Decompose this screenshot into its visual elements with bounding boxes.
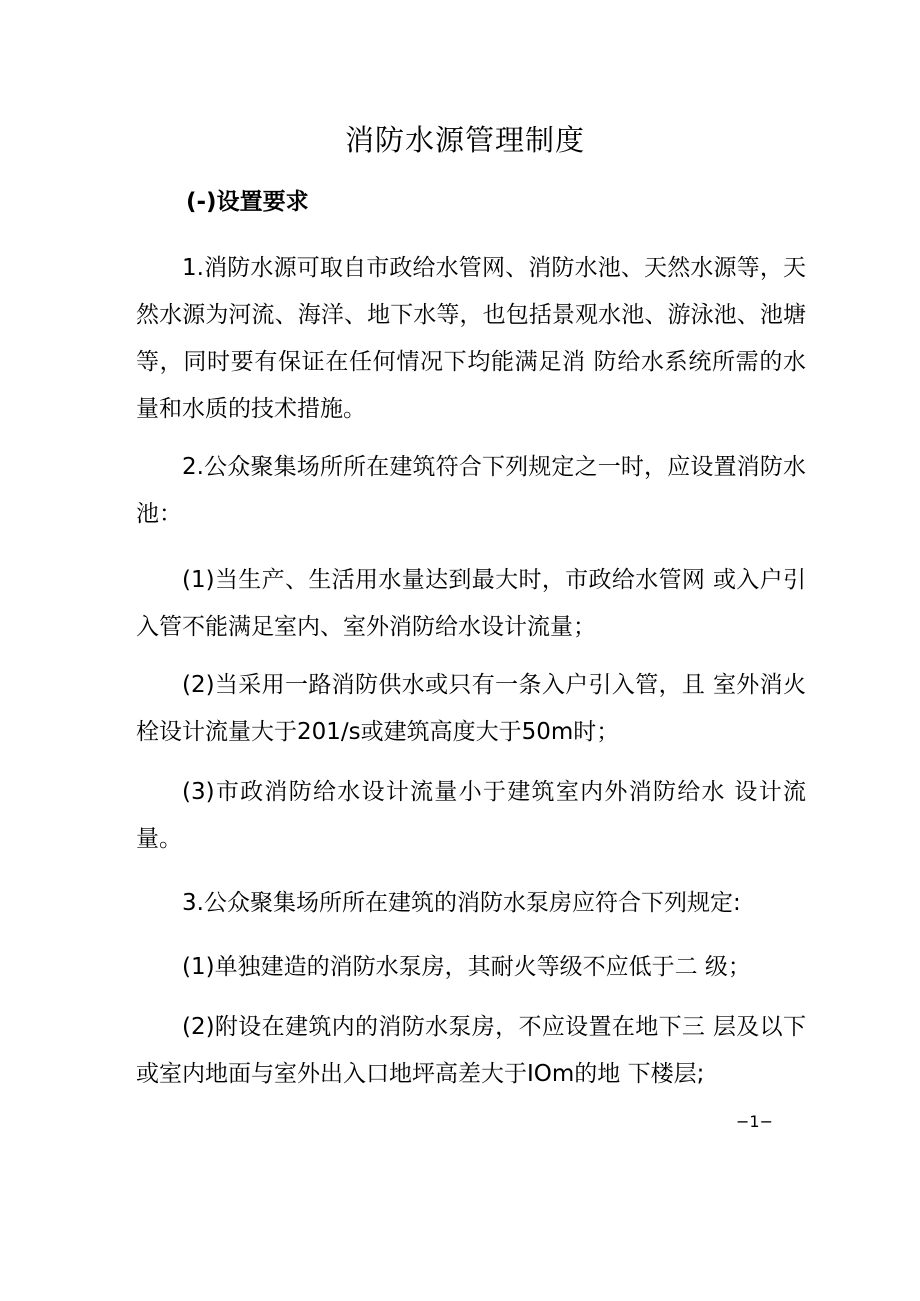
- paragraph-2: 2.公众聚集场所所在建筑符合下列规定之一时，应设置消防水池：: [136, 454, 806, 527]
- paragraph-7: (1)单独建造的消防水泵房，其耐火等级不应低于二 级；: [182, 954, 751, 980]
- document-title: 消防水源管理制度: [344, 123, 585, 157]
- section-heading: (-)设置要求: [186, 189, 309, 215]
- paragraph-3: (1)当生产、生活用水量达到最大时，市政给水管网 或入户引入管不能满足室内、室外消防给水设计流量；: [136, 567, 806, 640]
- paragraph-6: 3.公众聚集场所所在建筑的消防水泵房应符合下列规定:: [182, 890, 741, 916]
- paragraph-5: (3)市政消防给水设计流量小于建筑室内外消防给水 设计流量。: [136, 779, 806, 852]
- page-number: −1−: [736, 1112, 773, 1131]
- paragraph-4: (2)当采用一路消防供水或只有一条入户引入管，且 室外消火栓设计流量大于201∕s或建筑高度大于50m时；: [136, 672, 806, 745]
- paragraph-8: (2)附设在建筑内的消防水泵房，不应设置在地下三 层及以下或室内地面与室外出入口地坪高差大于IOm的地 下楼层;: [136, 1014, 806, 1087]
- paragraph-1: 1.消防水源可取自市政给水管网、消防水池、天然水源等，天然水源为河流、海洋、地下水等，也包括景观水池、游泳池、池塘等，同时要有保证在任何情况下均能满足消 防给水系统所需的水量和水质的技术措施。: [136, 255, 806, 422]
